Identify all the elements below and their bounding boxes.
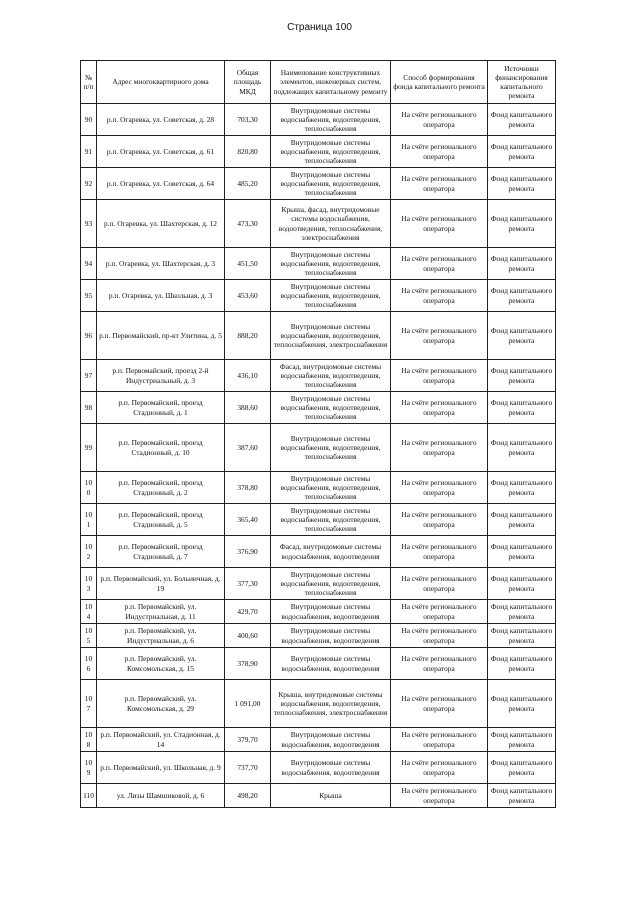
row-address: р.п. Первомайский, ул. Комсомольская, д. 15 bbox=[97, 648, 225, 680]
row-funding-source: Фонд капитального ремонта bbox=[488, 168, 556, 200]
row-elements: Внутридомовые системы водоснабжения, водоотведения, теплоснабжения bbox=[271, 504, 391, 536]
row-funding-source: Фонд капитального ремонта bbox=[488, 728, 556, 752]
row-elements: Внутридомовые системы водоснабжения, водоотведения, теплоснабжения, электроснабжения bbox=[271, 312, 391, 360]
row-fund-method: На счёте регионального оператора bbox=[391, 728, 488, 752]
row-elements: Крыша, фасад, внутридомовые системы водоснабжения, водоотведения, теплоснабжения, электроснабжения bbox=[271, 200, 391, 248]
row-funding-source: Фонд капитального ремонта bbox=[488, 680, 556, 728]
row-area: 379,70 bbox=[225, 728, 271, 752]
row-elements: Внутридомовые системы водоснабжения, водоотведения bbox=[271, 600, 391, 624]
row-number: 106 bbox=[81, 648, 97, 680]
row-area: 388,60 bbox=[225, 392, 271, 424]
row-funding-source: Фонд капитального ремонта bbox=[488, 600, 556, 624]
table-row bbox=[81, 312, 556, 360]
row-fund-method: На счёте регионального оператора bbox=[391, 392, 488, 424]
row-area: 377,30 bbox=[225, 568, 271, 600]
row-funding-source: Фонд капитального ремонта bbox=[488, 392, 556, 424]
row-area: 737,70 bbox=[225, 752, 271, 784]
table-row bbox=[81, 624, 556, 648]
table-row bbox=[81, 360, 556, 392]
row-address: р.п. Первомайский, ул. Школьная, д. 9 bbox=[97, 752, 225, 784]
table-header-row bbox=[81, 61, 556, 104]
table-row bbox=[81, 104, 556, 136]
row-fund-method: На счёте регионального оператора bbox=[391, 624, 488, 648]
table-row bbox=[81, 280, 556, 312]
row-number: 92 bbox=[81, 168, 97, 200]
row-area: 498,20 bbox=[225, 784, 271, 808]
row-number: 100 bbox=[81, 472, 97, 504]
table-row bbox=[81, 392, 556, 424]
row-fund-method: На счёте регионального оператора bbox=[391, 600, 488, 624]
row-area: 453,60 bbox=[225, 280, 271, 312]
row-fund-method: На счёте регионального оператора bbox=[391, 568, 488, 600]
table-body bbox=[81, 104, 556, 808]
row-funding-source: Фонд капитального ремонта bbox=[488, 624, 556, 648]
row-funding-source: Фонд капитального ремонта bbox=[488, 200, 556, 248]
row-fund-method: На счёте регионального оператора bbox=[391, 136, 488, 168]
row-elements: Крыша bbox=[271, 784, 391, 808]
row-elements: Внутридомовые системы водоснабжения, водоотведения, теплоснабжения bbox=[271, 168, 391, 200]
row-area: 365,40 bbox=[225, 504, 271, 536]
row-address: р.п. Огаревка, ул. Советская, д. 61 bbox=[97, 136, 225, 168]
row-number: 109 bbox=[81, 752, 97, 784]
row-address: р.п. Первомайский, проезд Стадионный, д. 2 bbox=[97, 472, 225, 504]
row-number: 103 bbox=[81, 568, 97, 600]
row-area: 703,30 bbox=[225, 104, 271, 136]
row-elements: Внутридомовые системы водоснабжения, водоотведения, теплоснабжения bbox=[271, 424, 391, 472]
table-row bbox=[81, 752, 556, 784]
row-fund-method: На счёте регионального оператора bbox=[391, 280, 488, 312]
table-row bbox=[81, 136, 556, 168]
row-address: р.п. Огаревка, ул. Советская, д. 64 bbox=[97, 168, 225, 200]
table-row bbox=[81, 568, 556, 600]
row-area: 473,30 bbox=[225, 200, 271, 248]
row-fund-method: На счёте регионального оператора bbox=[391, 784, 488, 808]
table-row bbox=[81, 728, 556, 752]
row-number: 105 bbox=[81, 624, 97, 648]
row-funding-source: Фонд капитального ремонта bbox=[488, 568, 556, 600]
row-address: р.п. Первомайский, проезд Стадионный, д. 1 bbox=[97, 392, 225, 424]
row-area: 400,60 bbox=[225, 624, 271, 648]
row-elements: Внутридомовые системы водоснабжения, водоотведения bbox=[271, 728, 391, 752]
row-number: 104 bbox=[81, 600, 97, 624]
table-row bbox=[81, 648, 556, 680]
row-address: р.п. Первомайский, проезд Стадионный, д. 7 bbox=[97, 536, 225, 568]
row-elements: Внутридомовые системы водоснабжения, водоотведения, теплоснабжения bbox=[271, 568, 391, 600]
header-elements: Наименование конструктивных элементов, инженерных систем, подлежащих капитальному ремонту bbox=[271, 61, 391, 104]
row-address: р.п. Первомайский, проезд Стадионный, д. 5 bbox=[97, 504, 225, 536]
row-fund-method: На счёте регионального оператора bbox=[391, 648, 488, 680]
row-funding-source: Фонд капитального ремонта bbox=[488, 784, 556, 808]
row-elements: Внутридомовые системы водоснабжения, водоотведения, теплоснабжения bbox=[271, 104, 391, 136]
row-fund-method: На счёте регионального оператора bbox=[391, 360, 488, 392]
row-elements: Фасад, внутридомовые системы водоснабжения, водоотведения bbox=[271, 536, 391, 568]
row-number: 96 bbox=[81, 312, 97, 360]
row-number: 90 bbox=[81, 104, 97, 136]
row-number: 93 bbox=[81, 200, 97, 248]
row-number: 107 bbox=[81, 680, 97, 728]
table-row bbox=[81, 472, 556, 504]
row-address: р.п. Первомайский, ул. Комсомольская, д. 29 bbox=[97, 680, 225, 728]
table-row bbox=[81, 424, 556, 472]
row-area: 376,90 bbox=[225, 536, 271, 568]
row-number: 91 bbox=[81, 136, 97, 168]
row-funding-source: Фонд капитального ремонта bbox=[488, 752, 556, 784]
row-area: 888,20 bbox=[225, 312, 271, 360]
row-funding-source: Фонд капитального ремонта bbox=[488, 248, 556, 280]
row-area: 485,20 bbox=[225, 168, 271, 200]
row-address: р.п. Первомайский, ул. Индустриальная, д. 6 bbox=[97, 624, 225, 648]
row-funding-source: Фонд капитального ремонта bbox=[488, 472, 556, 504]
row-funding-source: Фонд капитального ремонта bbox=[488, 104, 556, 136]
row-address: ул. Лизы Шамшиковой, д. 6 bbox=[97, 784, 225, 808]
row-fund-method: На счёте регионального оператора bbox=[391, 424, 488, 472]
row-area: 1 091,00 bbox=[225, 680, 271, 728]
row-elements: Внутридомовые системы водоснабжения, водоотведения bbox=[271, 624, 391, 648]
row-number: 101 bbox=[81, 504, 97, 536]
row-funding-source: Фонд капитального ремонта bbox=[488, 536, 556, 568]
row-number: 110 bbox=[81, 784, 97, 808]
row-number: 102 bbox=[81, 536, 97, 568]
row-funding-source: Фонд капитального ремонта bbox=[488, 312, 556, 360]
row-number: 99 bbox=[81, 424, 97, 472]
row-funding-source: Фонд капитального ремонта bbox=[488, 648, 556, 680]
table-row bbox=[81, 200, 556, 248]
row-elements: Внутридомовые системы водоснабжения, водоотведения bbox=[271, 648, 391, 680]
row-fund-method: На счёте регионального оператора bbox=[391, 200, 488, 248]
table-row bbox=[81, 680, 556, 728]
header-area: Общая площадь МКД bbox=[225, 61, 271, 104]
row-area: 820,80 bbox=[225, 136, 271, 168]
header-address: Адрес многоквартирного дома bbox=[97, 61, 225, 104]
row-elements: Внутридомовые системы водоснабжения, водоотведения, теплоснабжения bbox=[271, 472, 391, 504]
row-fund-method: На счёте регионального оператора bbox=[391, 312, 488, 360]
row-number: 97 bbox=[81, 360, 97, 392]
table-row bbox=[81, 784, 556, 808]
row-funding-source: Фонд капитального ремонта bbox=[488, 424, 556, 472]
row-area: 429,70 bbox=[225, 600, 271, 624]
row-address: р.п. Огаревка, ул. Шахтерская, д. 12 bbox=[97, 200, 225, 248]
row-fund-method: На счёте регионального оператора bbox=[391, 248, 488, 280]
row-area: 378,80 bbox=[225, 472, 271, 504]
table-row bbox=[81, 536, 556, 568]
row-funding-source: Фонд капитального ремонта bbox=[488, 280, 556, 312]
row-address: р.п. Первомайский, ул. Больничная, д. 19 bbox=[97, 568, 225, 600]
row-elements: Внутридомовые системы водоснабжения, водоотведения, теплоснабжения bbox=[271, 280, 391, 312]
row-area: 436,10 bbox=[225, 360, 271, 392]
header-fund-method: Способ формирования фонда капитального ремонта bbox=[391, 61, 488, 104]
row-address: р.п. Первомайский, проезд 2-й Индустриальный, д. 3 bbox=[97, 360, 225, 392]
row-fund-method: На счёте регионального оператора bbox=[391, 504, 488, 536]
row-number: 108 bbox=[81, 728, 97, 752]
row-elements: Внутридомовые системы водоснабжения, водоотведения bbox=[271, 752, 391, 784]
row-fund-method: На счёте регионального оператора bbox=[391, 168, 488, 200]
row-fund-method: На счёте регионального оператора bbox=[391, 104, 488, 136]
row-address: р.п. Огаревка, ул. Школьная, д. 3 bbox=[97, 280, 225, 312]
row-fund-method: На счёте регионального оператора bbox=[391, 680, 488, 728]
page-title: Страница 100 bbox=[287, 22, 352, 33]
row-area: 378,90 bbox=[225, 648, 271, 680]
row-number: 98 bbox=[81, 392, 97, 424]
row-number: 94 bbox=[81, 248, 97, 280]
row-fund-method: На счёте регионального оператора bbox=[391, 536, 488, 568]
header-number: № п/п bbox=[81, 61, 97, 104]
row-elements: Внутридомовые системы водоснабжения, водоотведения, теплоснабжения bbox=[271, 392, 391, 424]
row-fund-method: На счёте регионального оператора bbox=[391, 752, 488, 784]
row-elements: Фасад, внутридомовые системы водоснабжения, водоотведения, теплоснабжения bbox=[271, 360, 391, 392]
row-funding-source: Фонд капитального ремонта bbox=[488, 504, 556, 536]
table-row bbox=[81, 168, 556, 200]
row-address: р.п. Огаревка, ул. Шахтерская, д. 3 bbox=[97, 248, 225, 280]
table-row bbox=[81, 600, 556, 624]
row-number: 95 bbox=[81, 280, 97, 312]
row-area: 387,60 bbox=[225, 424, 271, 472]
row-funding-source: Фонд капитального ремонта bbox=[488, 136, 556, 168]
row-elements: Внутридомовые системы водоснабжения, водоотведения, теплоснабжения bbox=[271, 136, 391, 168]
row-funding-source: Фонд капитального ремонта bbox=[488, 360, 556, 392]
row-fund-method: На счёте регионального оператора bbox=[391, 472, 488, 504]
row-address: р.п. Огаревка, ул. Советская, д. 28 bbox=[97, 104, 225, 136]
row-elements: Крыша, внутридомовые системы водоснабжения, водоотведения, теплоснабжения, электроснабжения bbox=[271, 680, 391, 728]
row-elements: Внутридомовые системы водоснабжения, водоотведения, теплоснабжения bbox=[271, 248, 391, 280]
table-row bbox=[81, 248, 556, 280]
row-address: р.п. Первомайский, пр-кт Улитина, д. 5 bbox=[97, 312, 225, 360]
header-funding-source: Источники финансирования капитального ремонта bbox=[488, 61, 556, 104]
table-row bbox=[81, 504, 556, 536]
row-address: р.п. Первомайский, ул. Стадионная, д. 14 bbox=[97, 728, 225, 752]
row-address: р.п. Первомайский, ул. Индустриальная, д. 11 bbox=[97, 600, 225, 624]
row-address: р.п. Первомайский, проезд Стадионный, д. 10 bbox=[97, 424, 225, 472]
row-area: 451,50 bbox=[225, 248, 271, 280]
repair-program-table bbox=[80, 60, 556, 808]
